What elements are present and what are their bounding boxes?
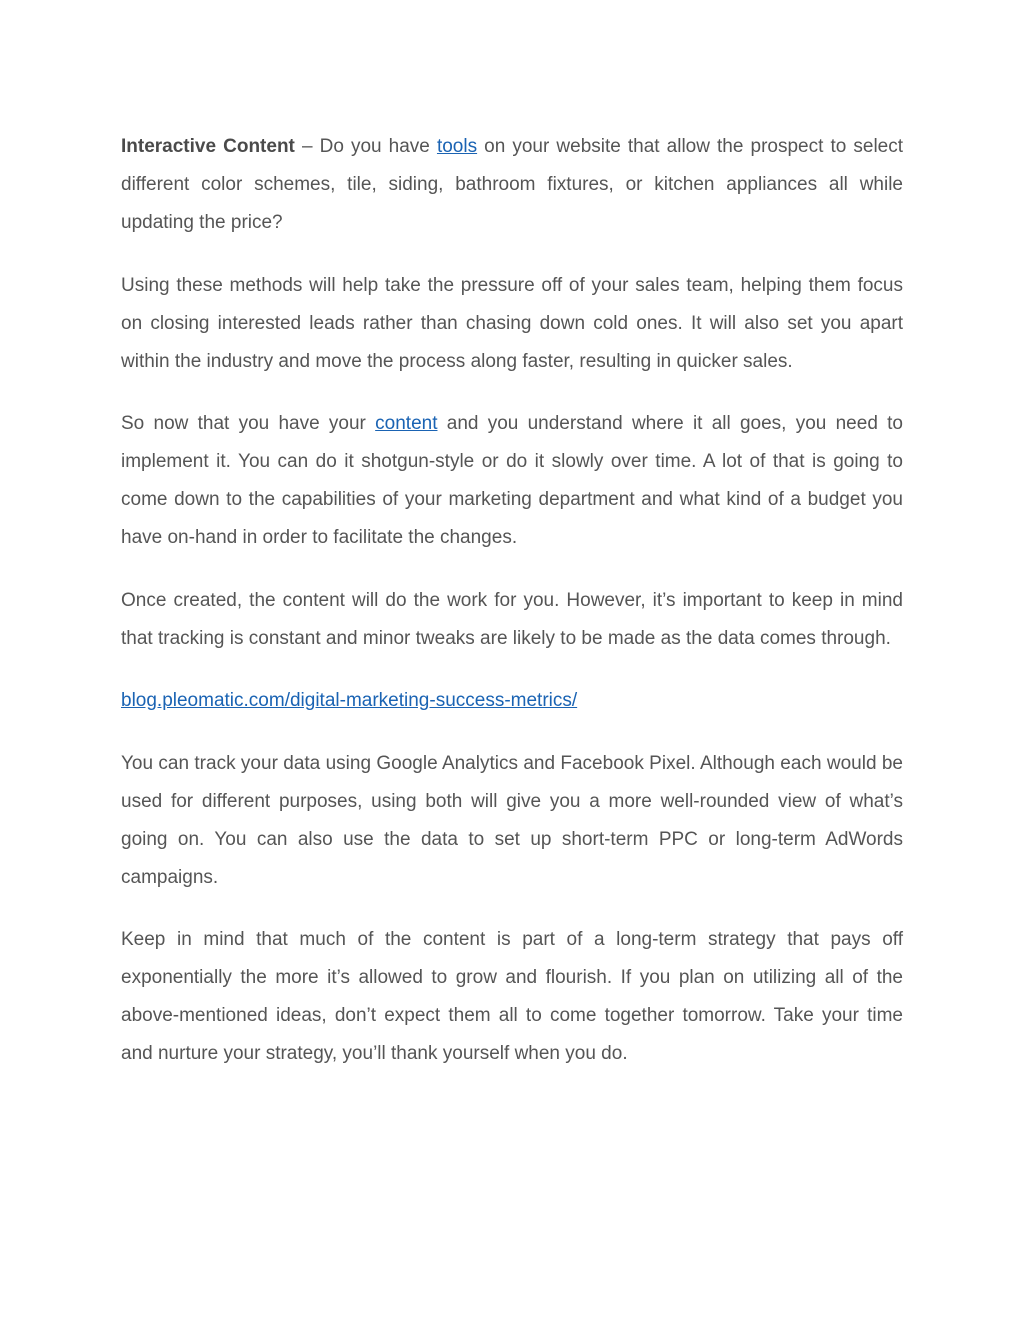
document-page — [121, 128, 903, 1098]
paragraph-lead-heading: Interactive Content — [121, 136, 295, 157]
paragraph-sales-team: Using these methods will help take the pressure off of your sales team, helping them focus on closing interested leads rather than chasing down cold ones. It will also set you apart within the industry and move the process along faster, resulting in quicker sales. — [121, 274, 903, 372]
paragraph-url — [121, 682, 903, 720]
paragraph-analytics: You can track your data using Google Analytics and Facebook Pixel. Although each would be used for different purposes, using both will give you a more well-rounded view of what’s going on. You can also use the data to set up short-term PPC or long-term AdWords campaigns. — [121, 752, 903, 888]
paragraph-long-term-strategy: Keep in mind that much of the content is part of a long-term strategy that pays off exponentially the more it’s allowed to grow and flourish. If you plan on utilizing all of the above-mentioned ideas, don’t expect them all to come together tomorrow. Take your time and nurture your strategy, you’ll thank yourself when you do. — [121, 929, 903, 1064]
paragraph-text: – Do you have — [294, 136, 437, 157]
paragraph-text: on your website that allow the prospect to select different color schemes, tile, siding, bathroom fixtures, or kitchen appliances all while updating the price? — [121, 136, 904, 233]
tools-link[interactable]: tools — [436, 136, 478, 157]
paragraph-tracking: Once created, the content will do the work for you. However, it’s important to keep in mind that tracking is constant and minor tweaks are likely to be made as the data comes through. — [121, 589, 903, 649]
success-metrics-link[interactable]: blog.pleomatic.com/digital-marketing-success-metrics/ — [121, 690, 578, 711]
paragraph-text: and you understand where it all goes, you need to implement it. You can do it shotgun-style or do it slowly over time. A lot of that is going to come down to the capabilities of your marketing department and what kind of a budget you have on-hand in order to facilitate the changes. — [121, 413, 903, 548]
paragraph-text: So now that you have your — [121, 413, 376, 434]
paragraph-interactive-content — [121, 128, 903, 242]
content-link[interactable]: content — [375, 413, 438, 434]
paragraph-implement-content — [121, 405, 903, 557]
